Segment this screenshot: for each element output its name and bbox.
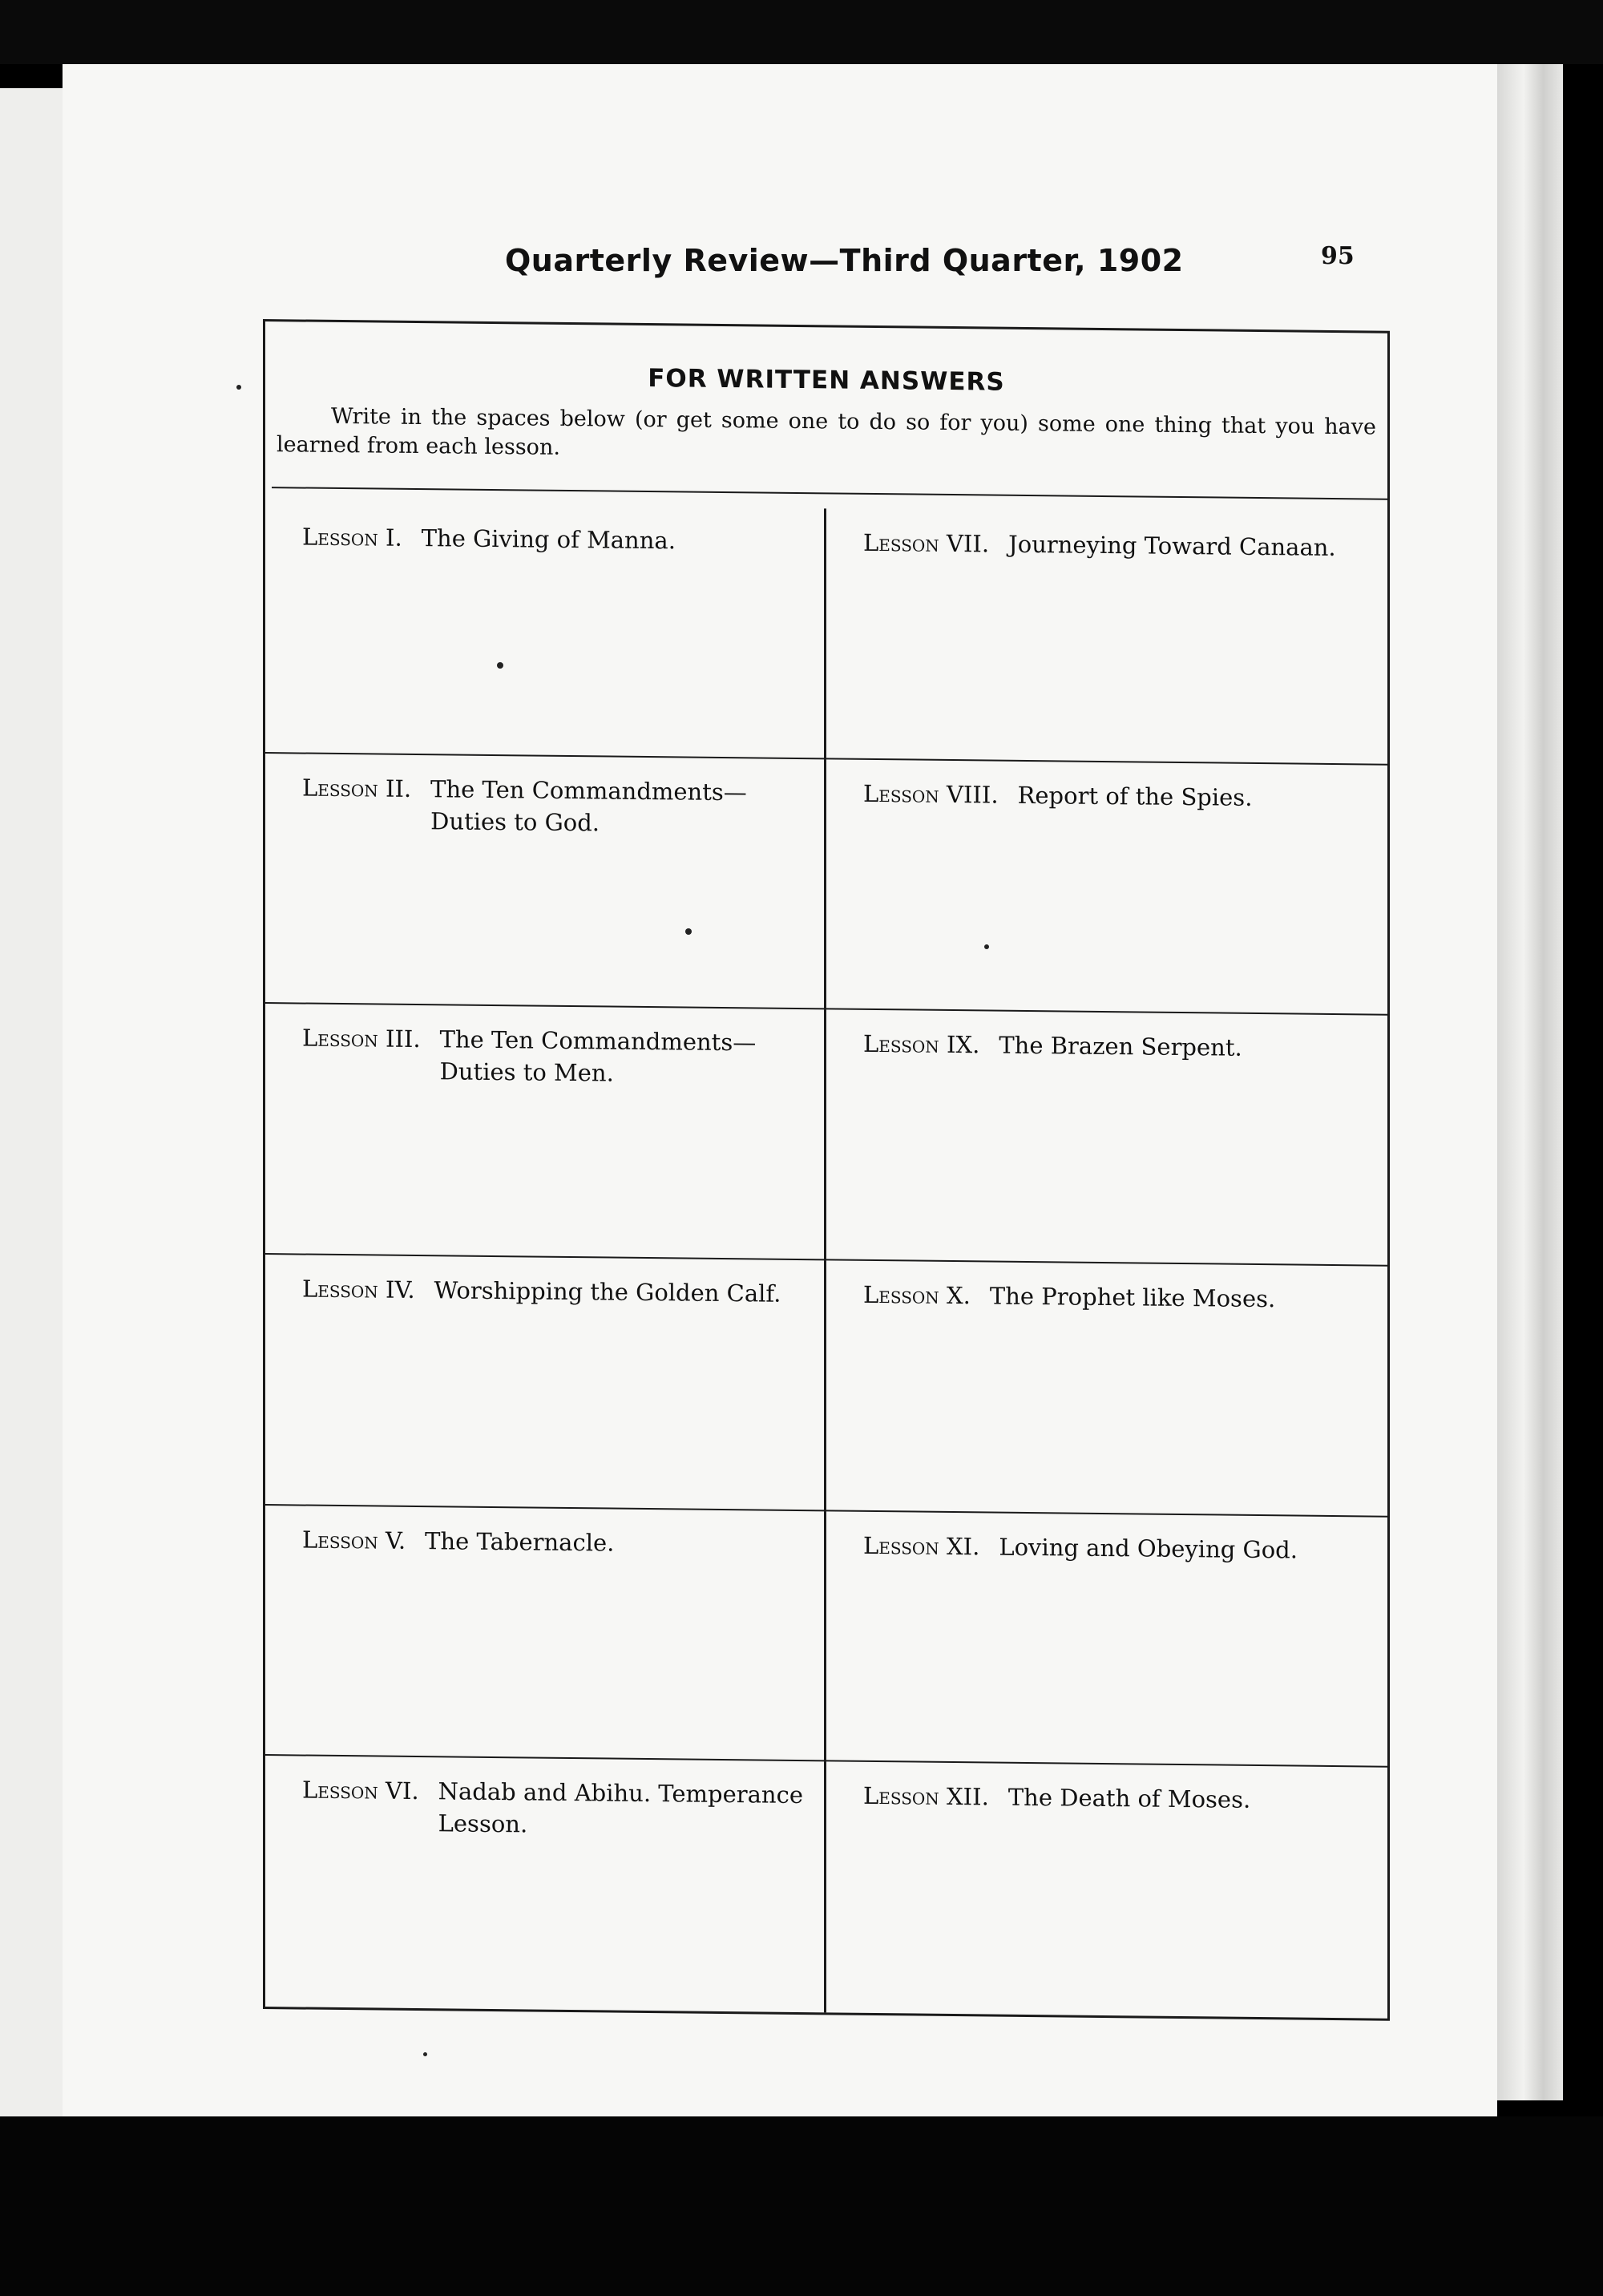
lesson-number: Lesson X.	[863, 1280, 971, 1310]
lesson-number: Lesson III.	[302, 1024, 421, 1053]
lesson-cell[interactable]	[265, 503, 826, 759]
lesson-cell[interactable]	[826, 1260, 1387, 1517]
lesson-title: Journeying Toward Canaan.	[1008, 530, 1336, 562]
page-number: 95	[1321, 242, 1355, 270]
lesson-cell[interactable]	[265, 1255, 826, 1511]
lesson-cell[interactable]	[826, 1762, 1387, 2019]
lesson-title: The Tabernacle.	[425, 1526, 615, 1557]
lesson-number: Lesson XII.	[863, 1782, 989, 1811]
lesson-cell[interactable]	[265, 1506, 826, 1762]
lesson-number: Lesson VI.	[302, 1776, 419, 1805]
page-stack-edge	[1497, 64, 1563, 2100]
lesson-grid	[265, 503, 1387, 2019]
lesson-title: Worshipping the Golden Calf.	[434, 1276, 781, 1308]
running-title: Quarterly Review—Third Quarter, 1902	[505, 243, 1184, 278]
form-instructions: Write in the spaces below (or get some one to do so for you) some one thing that you have learned from each lesson.	[277, 403, 1376, 460]
scan-bottom-border	[0, 2116, 1603, 2296]
lesson-title: The Brazen Serpent.	[999, 1031, 1242, 1062]
lesson-cell[interactable]	[265, 1756, 826, 2012]
written-answers-form	[263, 319, 1390, 2021]
lesson-cell[interactable]	[826, 1511, 1387, 1768]
facing-page-edge	[0, 88, 63, 2140]
lesson-number: Lesson VII.	[863, 528, 990, 558]
lesson-title: Loving and Obeying God.	[999, 1533, 1298, 1564]
lesson-cell[interactable]	[826, 508, 1387, 765]
lesson-cell[interactable]	[826, 759, 1387, 1016]
lesson-number: Lesson IX.	[863, 1030, 980, 1059]
lesson-title: The Giving of Manna.	[421, 524, 676, 555]
lesson-title: The Death of Moses.	[1007, 1784, 1251, 1814]
form-title: FOR WRITTEN ANSWERS	[648, 364, 1005, 397]
lesson-title: The Prophet like Moses.	[989, 1282, 1276, 1313]
scan-top-border	[0, 0, 1603, 64]
lesson-cell[interactable]	[265, 754, 826, 1010]
lesson-title: Report of the Spies.	[1017, 781, 1253, 811]
lesson-number: Lesson I.	[302, 523, 402, 552]
lesson-cell[interactable]	[265, 1004, 826, 1260]
print-speck	[236, 385, 241, 390]
lesson-title: Nadab and Abihu. Temperance Lesson.	[438, 1777, 803, 1838]
lesson-number: Lesson VIII.	[863, 779, 999, 809]
lesson-number: Lesson XI.	[863, 1531, 980, 1561]
header-rule	[272, 487, 1387, 500]
lesson-title: The Ten Commandments—Duties to God.	[430, 774, 747, 837]
lesson-cell[interactable]	[826, 1010, 1387, 1267]
lesson-number: Lesson V.	[302, 1526, 406, 1554]
print-speck	[497, 662, 503, 669]
print-speck	[423, 2052, 427, 2056]
lesson-title: The Ten Commandments—Duties to Men.	[439, 1025, 757, 1087]
print-speck	[685, 928, 692, 935]
print-speck	[984, 944, 989, 949]
lesson-number: Lesson II.	[302, 774, 412, 802]
lesson-number: Lesson IV.	[302, 1275, 415, 1304]
